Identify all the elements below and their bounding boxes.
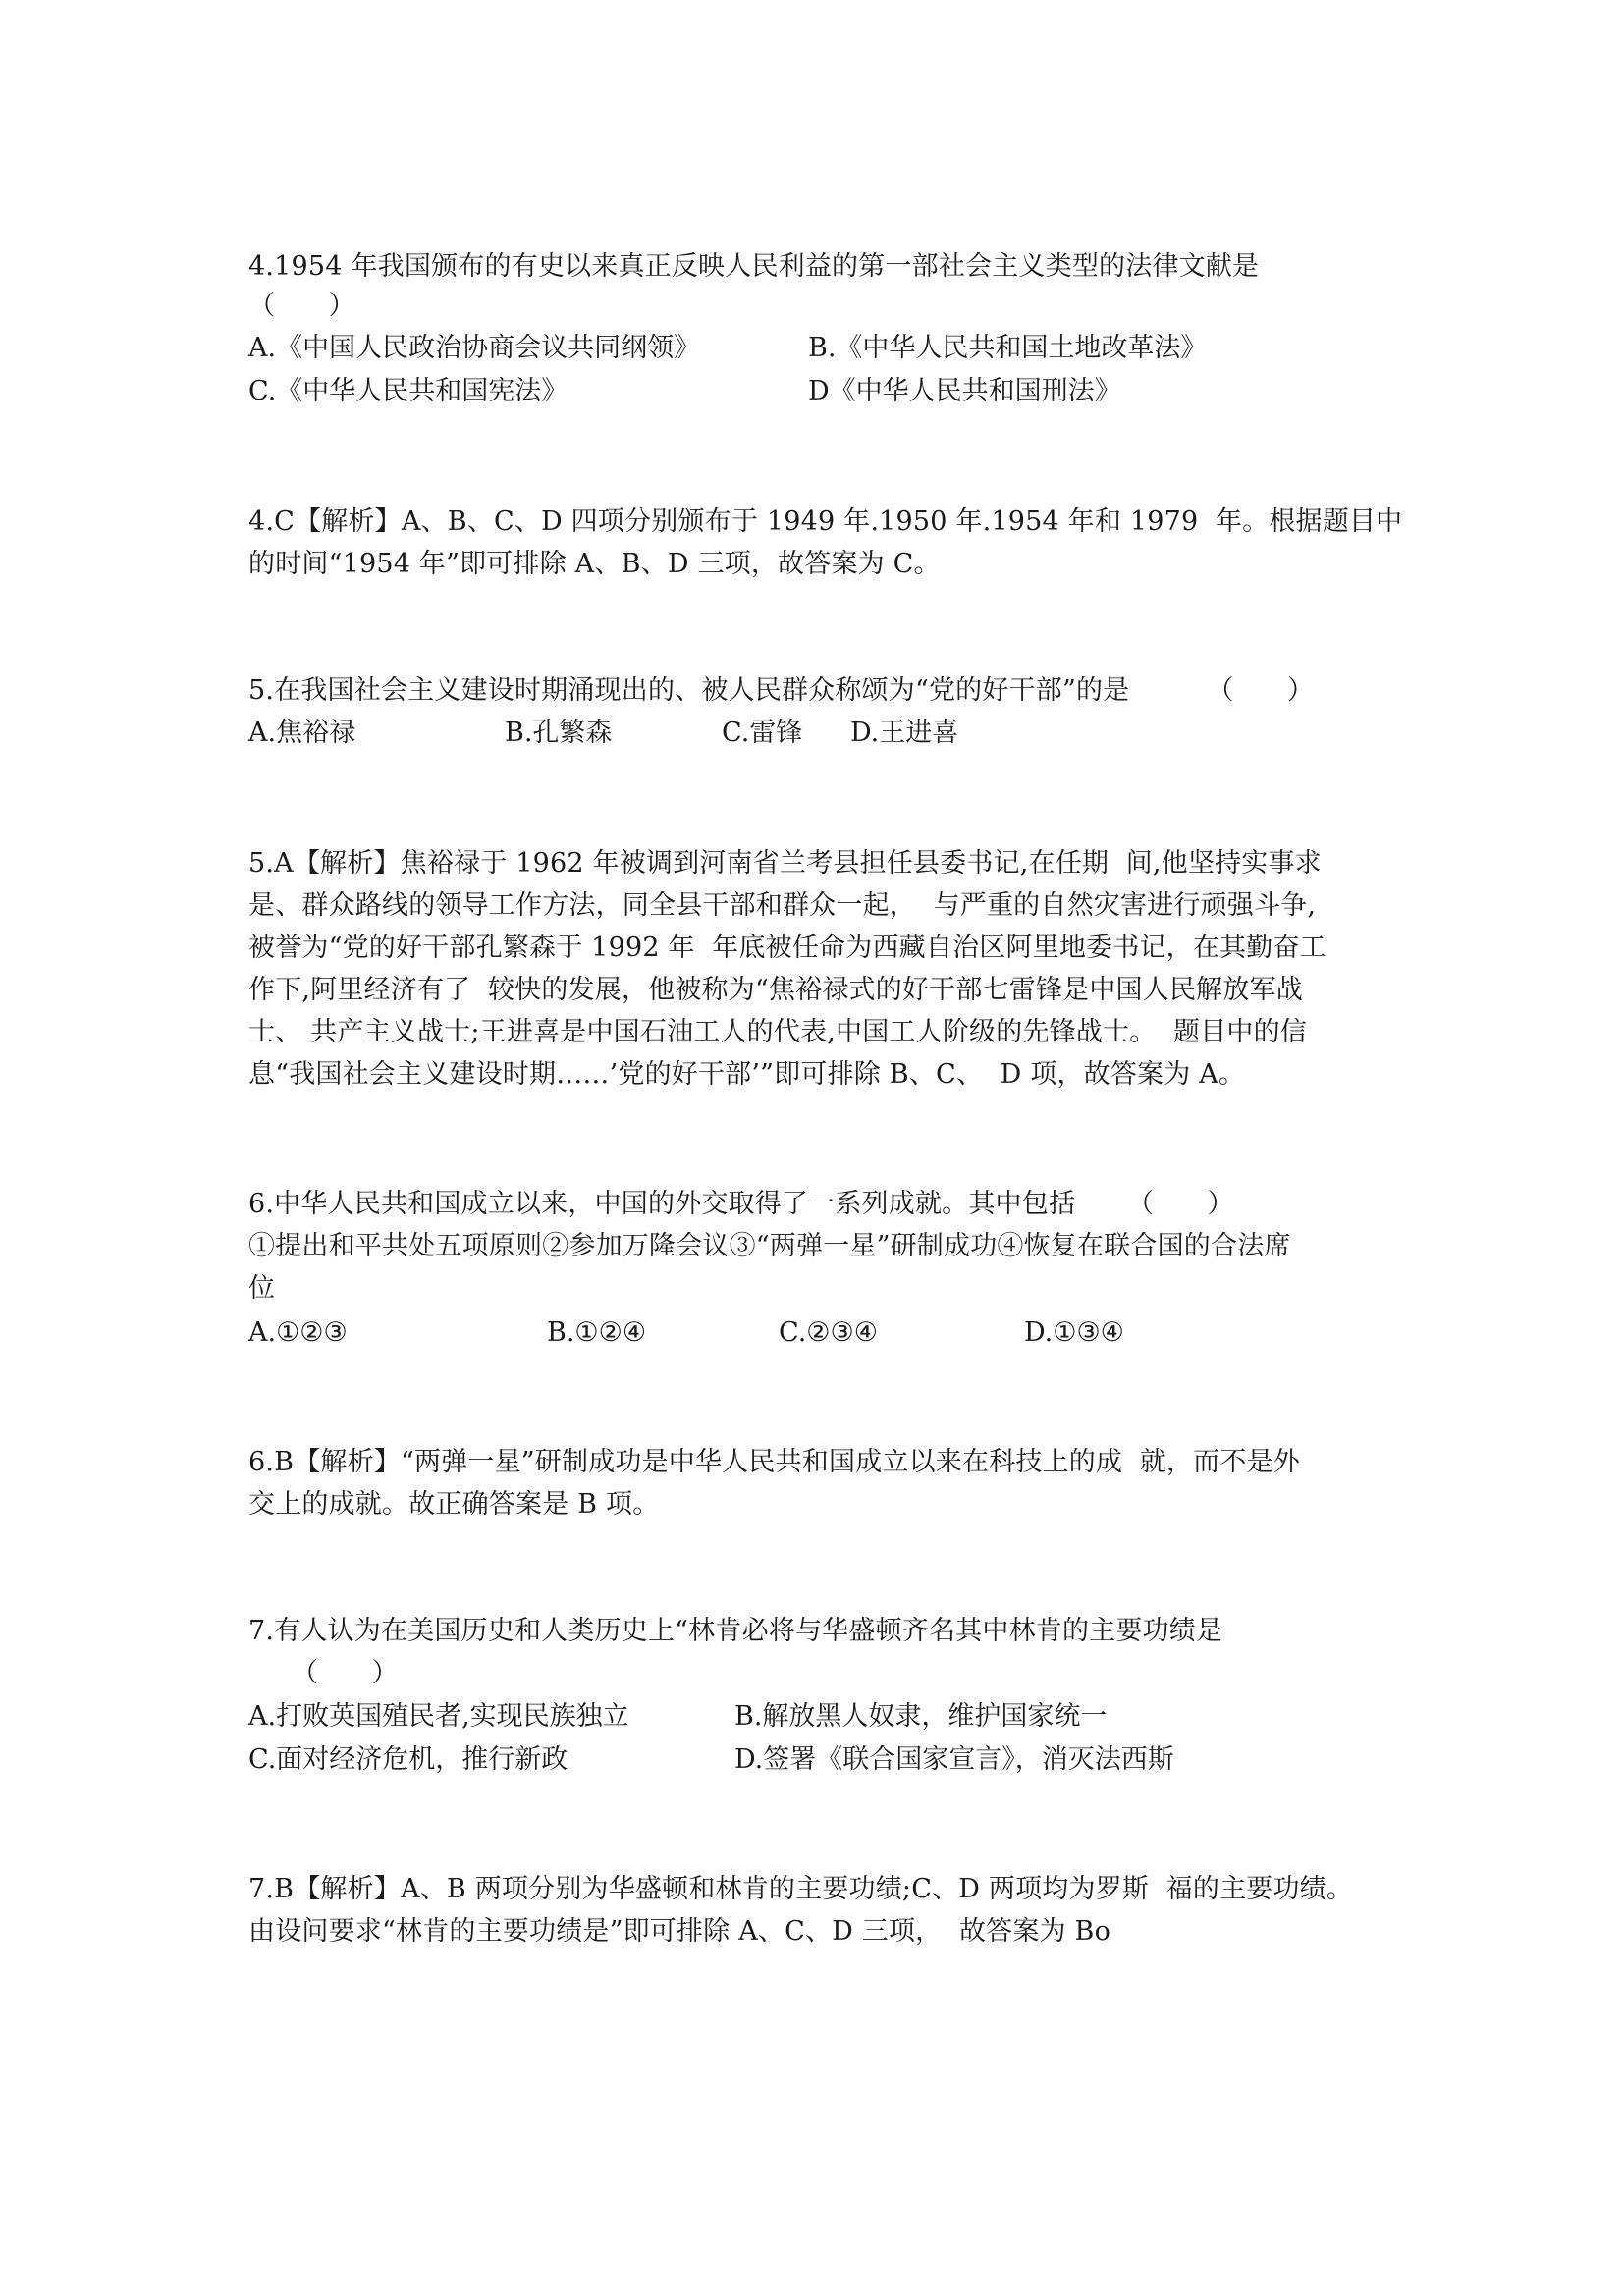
question-6-option-d: D.①③④	[1024, 1317, 1124, 1348]
question-7-option-a: A.打败英国殖民者,实现民族独立	[248, 1701, 629, 1732]
answer-5-line-6: 息“我国社会主义建设时期……’党的好干部’”即可排除 B、C、 D 项，故答案为 A。	[248, 1059, 1246, 1090]
answer-5-line-2: 是、群众路线的领导工作方法，同全县干部和群众一起， 与严重的自然灾害进行顽强斗争,	[248, 890, 1317, 921]
question-5-stem-line-1: 5.在我国社会主义建设时期涌现出的、被人民群众称颂为“党的好干部”的是 （ ）	[248, 675, 1315, 706]
question-5-option-a: A.焦裕禄	[248, 718, 356, 748]
answer-4-line-2: 的时间“1954 年”即可排除 A、B、D 三项，故答案为 C。	[248, 549, 941, 579]
question-6-option-a: A.①②③	[248, 1317, 348, 1348]
question-7-stem-line-1: 7.有人认为在美国历史和人类历史上“林肯必将与华盛顿齐名其中林肯的主要功绩是	[248, 1616, 1223, 1646]
question-6-option-c: C.②③④	[779, 1317, 878, 1348]
question-4-option-b: B.《中华人民共和国土地改革法》	[808, 333, 1208, 363]
answer-5-line-5: 士、 共产主义战士;王进喜是中国石油工人的代表,中国工人阶级的先锋战士。 题目中的信	[248, 1017, 1308, 1047]
question-6-stem-line-3: 位	[248, 1273, 276, 1304]
question-7-stem-line-2: （ ）	[248, 1658, 399, 1688]
question-7-option-b: B.解放黑人奴隶，维护国家统一	[734, 1701, 1108, 1732]
question-4-stem-line-1: 4.1954 年我国颁布的有史以来真正反映人民利益的第一部社会主义类型的法律文献是	[248, 251, 1260, 282]
answer-5-line-4: 作下,阿里经济有了 较快的发展，他被称为“焦裕禄式的好干部七雷锋是中国人民解放军战	[248, 975, 1303, 1005]
answer-5-line-3: 被誉为“党的好干部孔繁森于 1992 年 年底被任命为西藏自治区阿里地委书记，在其勤奋工	[248, 933, 1326, 963]
question-5-option-d: D.王进喜	[850, 718, 959, 748]
question-5-option-b: B.孔繁森	[505, 718, 613, 748]
question-4-option-c: C.《中华人民共和国宪法》	[248, 376, 568, 406]
question-4-stem-line-2: （ ）	[248, 291, 355, 321]
question-6-option-b: B.①②④	[547, 1317, 647, 1348]
answer-6-line-2: 交上的成就。故正确答案是 B 项。	[248, 1489, 660, 1520]
answer-7-line-1: 7.B【解析】A、B 两项分别为华盛顿和林肯的主要功绩;C、D 两项均为罗斯 福的主要功绩。	[248, 1874, 1354, 1904]
question-4-option-d: D《中华人民共和国刑法》	[808, 376, 1121, 406]
answer-5-line-1: 5.A【解析】焦裕禄于 1962 年被调到河南省兰考县担任县委书记,在任期 间,他坚持实事求	[248, 848, 1322, 879]
answer-6-line-1: 6.B【解析】“两弹一星”研制成功是中华人民共和国成立以来在科技上的成 就，而不是外	[248, 1447, 1300, 1477]
answer-7-line-2: 由设问要求“林肯的主要功绩是”即可排除 A、C、D 三项， 故答案为 Bo	[248, 1916, 1111, 1947]
question-7-option-c: C.面对经济危机，推行新政	[248, 1744, 568, 1775]
question-4-option-a: A.《中国人民政治协商会议共同纲领》	[248, 333, 701, 363]
answer-4-line-1: 4.C【解析】A、B、C、D 四项分别颁布于 1949 年.1950 年.1954 年和 1979 年。根据题目中	[248, 507, 1403, 537]
question-7-option-d: D.签署《联合国家宣言》，消灭法西斯	[734, 1744, 1174, 1775]
question-6-stem-line-1: 6.中华人民共和国成立以来，中国的外交取得了一系列成就。其中包括 （ ）	[248, 1189, 1234, 1219]
question-5-option-c: C.雷锋	[722, 718, 803, 748]
question-6-stem-line-2: ①提出和平共处五项原则②参加万隆会议③“两弹一星”研制成功④恢复在联合国的合法席	[248, 1231, 1291, 1261]
